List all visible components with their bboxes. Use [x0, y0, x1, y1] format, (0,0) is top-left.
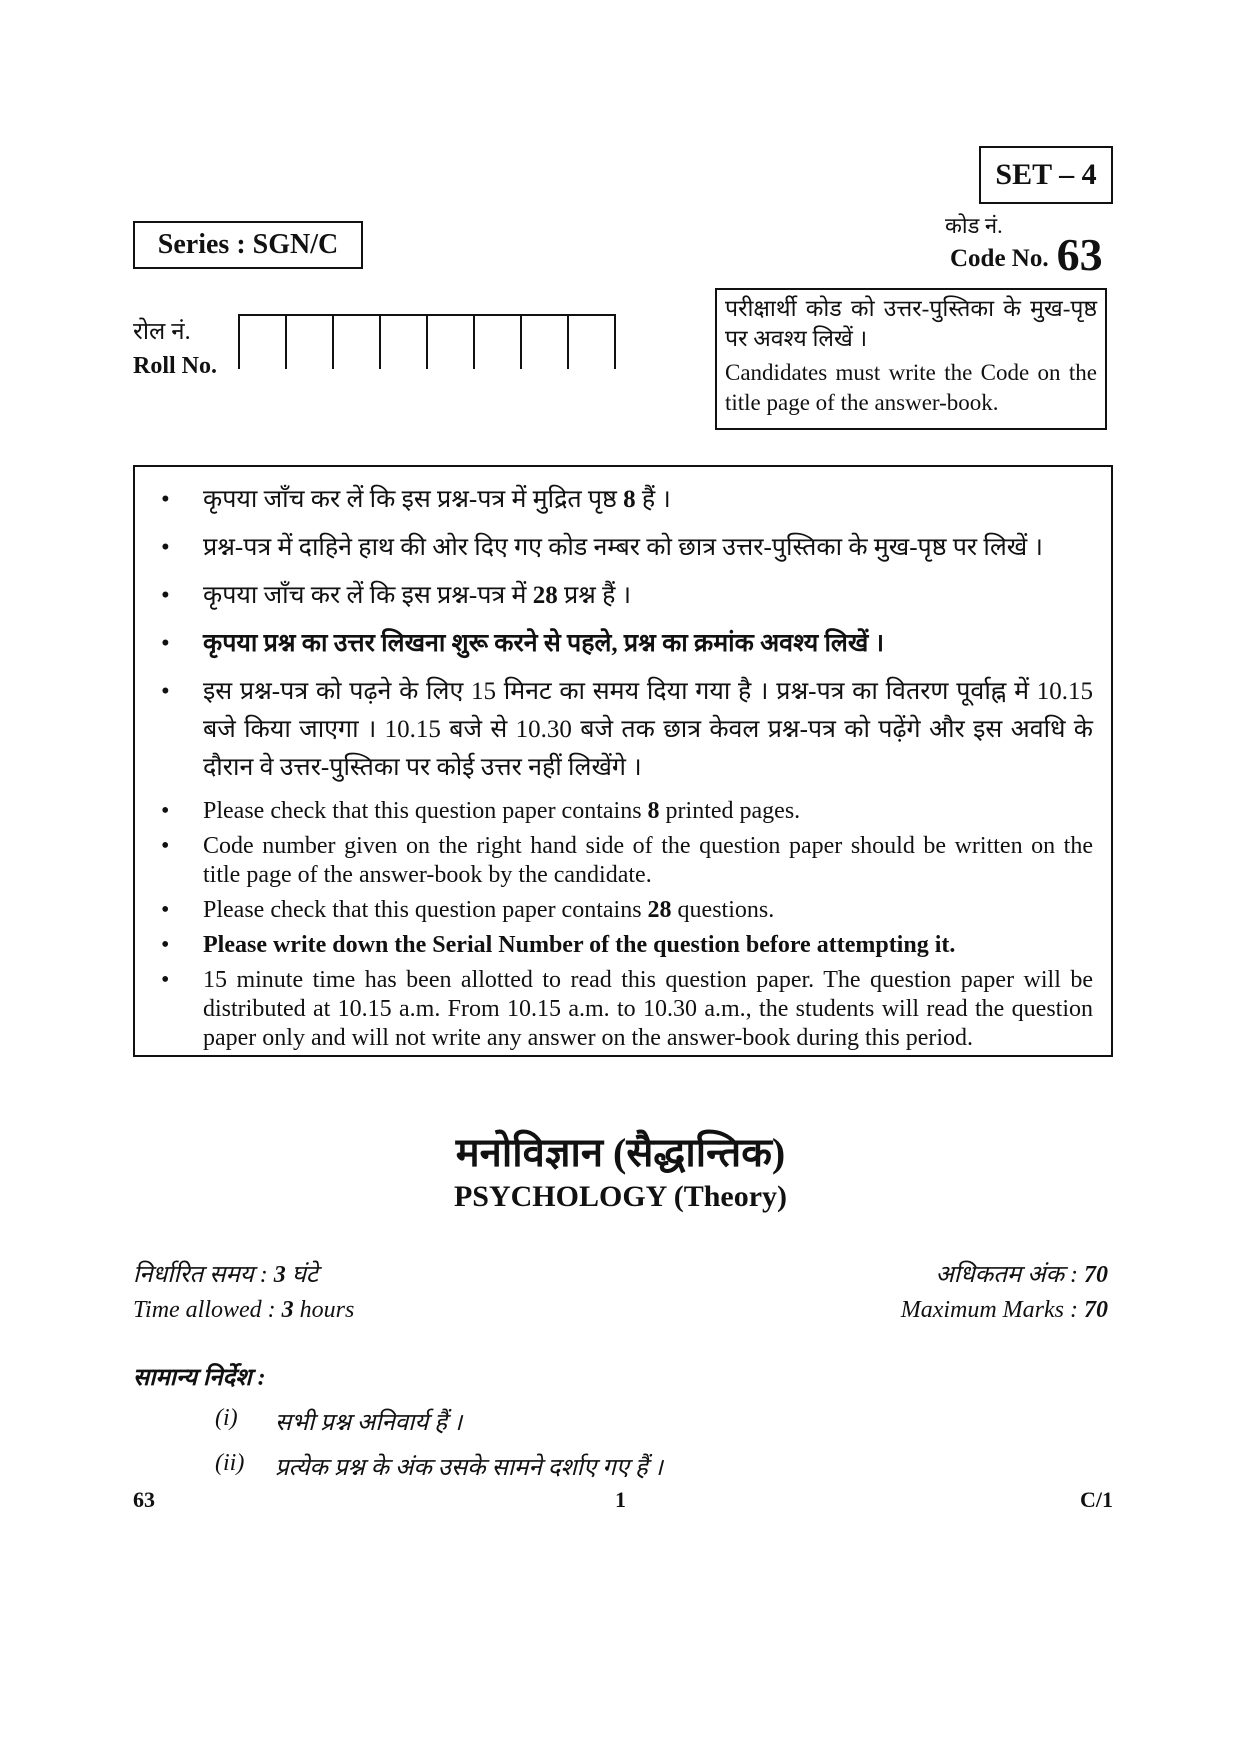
footer-ref: C/1: [1080, 1487, 1113, 1512]
list-item: [153, 625, 1093, 663]
list-item: [215, 1450, 663, 1483]
instruction-text: Please write down the Serial Number of the question before attempting it.: [203, 932, 956, 958]
roll-number-boxes[interactable]: [238, 314, 616, 369]
roll-cell[interactable]: [334, 314, 381, 369]
roll-label-hindi: रोल नं.: [133, 319, 191, 345]
bullet-icon: •: [161, 932, 170, 958]
list-item: [153, 797, 1093, 826]
bullet-icon: •: [161, 486, 170, 513]
code-note-box: [715, 288, 1107, 430]
instruction-text: Please check that this question paper contains 8 printed pages.: [203, 798, 801, 824]
instruction-text: 15 minute time has been allotted to read this question paper. The question paper will be distributed at 10.15 a.m. From 10.15 a.m. to 10.30 a.m., the students will read the question paper only and will not write any answer on the answer-book during this period.: [203, 967, 1093, 1051]
set-label: SET – 4: [979, 146, 1113, 204]
item-number: (ii): [215, 1450, 245, 1476]
roll-cell[interactable]: [428, 314, 475, 369]
instruction-text: Please check that this question paper contains 28 questions.: [203, 897, 775, 923]
page-title: PSYCHOLOGY (Theory): [453, 1180, 788, 1213]
instruction-text: कृपया जाँच कर लें कि इस प्रश्न-पत्र में 28 प्रश्न हैं ।: [203, 582, 632, 609]
instruction-text: कृपया प्रश्न का उत्तर लिखना शुरू करने से पहले, प्रश्न का क्रमांक अवश्य लिखें ।: [203, 630, 885, 657]
max-marks-hindi: अधिकतम अंक : 70: [935, 1262, 1108, 1288]
bullet-icon: •: [161, 897, 170, 923]
code-note-english: Candidates must write the Code on the title page of the answer-book.: [725, 360, 1097, 415]
code-label-hindi: कोड नं.: [945, 213, 1003, 238]
code-number-line: [950, 224, 1103, 280]
item-number: (i): [215, 1405, 238, 1431]
max-marks: Maximum Marks : 70: [900, 1297, 1108, 1323]
instruction-text: प्रश्न-पत्र में दाहिने हाथ की ओर दिए गए कोड नम्बर को छात्र उत्तर-पुस्तिका के मुख-पृष्ठ पर लिखें ।: [203, 534, 1043, 561]
list-item: [153, 481, 1093, 519]
list-item: [153, 529, 1093, 567]
roll-cell[interactable]: [522, 314, 569, 369]
roll-cell[interactable]: [475, 314, 522, 369]
code-number: 63: [1056, 229, 1103, 280]
code-label-english: Code No.: [950, 245, 1049, 272]
footer-code: 63: [133, 1487, 155, 1512]
roll-cell[interactable]: [287, 314, 334, 369]
time-allowed-hindi: निर्धारित समय : 3 घंटे: [133, 1262, 318, 1288]
instruction-text: Code number given on the right hand side of the question paper should be written on the title page of the answer-book by the candidate.: [203, 833, 1093, 888]
page-title-hindi: मनोविज्ञान (सैद्धान्तिक): [455, 1130, 786, 1175]
instruction-text: कृपया जाँच कर लें कि इस प्रश्न-पत्र में मुद्रित पृष्ठ 8 हैं ।: [203, 486, 671, 513]
bullet-icon: •: [161, 534, 170, 561]
list-item: [153, 673, 1093, 787]
series-label: Series : SGN/C: [133, 221, 363, 269]
roll-cell[interactable]: [381, 314, 428, 369]
general-instructions-heading: सामान्य निर्देश :: [133, 1365, 266, 1391]
instruction-text: इस प्रश्न-पत्र को पढ़ने के लिए 15 मिनट का समय दिया गया है । प्रश्न-पत्र का वितरण पूर्वाह्न में 10.15 बजे किया जाएगा । 10.15 बजे से 10.30 बजे तक छात्र केवल प्रश्न-पत्र को पढ़ेंगे और इस अवधि के दौरान वे उत्तर-पुस्तिका पर कोई उत्तर नहीं लिखेंगे ।: [203, 678, 1093, 781]
list-item: [153, 896, 1093, 925]
bullet-icon: •: [161, 630, 170, 657]
page-number: 1: [615, 1487, 626, 1512]
roll-cell[interactable]: [240, 314, 287, 369]
bullet-icon: •: [161, 678, 170, 705]
item-text: प्रत्येक प्रश्न के अंक उसके सामने दर्शाए गए हैं ।: [275, 1455, 663, 1481]
list-item: [153, 966, 1093, 1053]
list-item: [153, 577, 1093, 615]
roll-label-english: Roll No.: [133, 353, 217, 379]
time-allowed: Time allowed : 3 hours: [133, 1297, 355, 1323]
item-text: सभी प्रश्न अनिवार्य हैं ।: [275, 1410, 463, 1436]
bullet-icon: •: [161, 967, 170, 993]
list-item: [215, 1405, 462, 1438]
list-item: [153, 832, 1093, 890]
bullet-icon: •: [161, 798, 170, 824]
bullet-icon: •: [161, 582, 170, 609]
instructions-box: [133, 465, 1113, 1057]
list-item: [153, 931, 1093, 960]
bullet-icon: •: [161, 833, 170, 859]
code-note-hindi: परीक्षार्थी कोड को उत्तर-पुस्तिका के मुख-पृष्ठ पर अवश्य लिखें ।: [725, 296, 1097, 351]
roll-cell[interactable]: [569, 314, 616, 369]
